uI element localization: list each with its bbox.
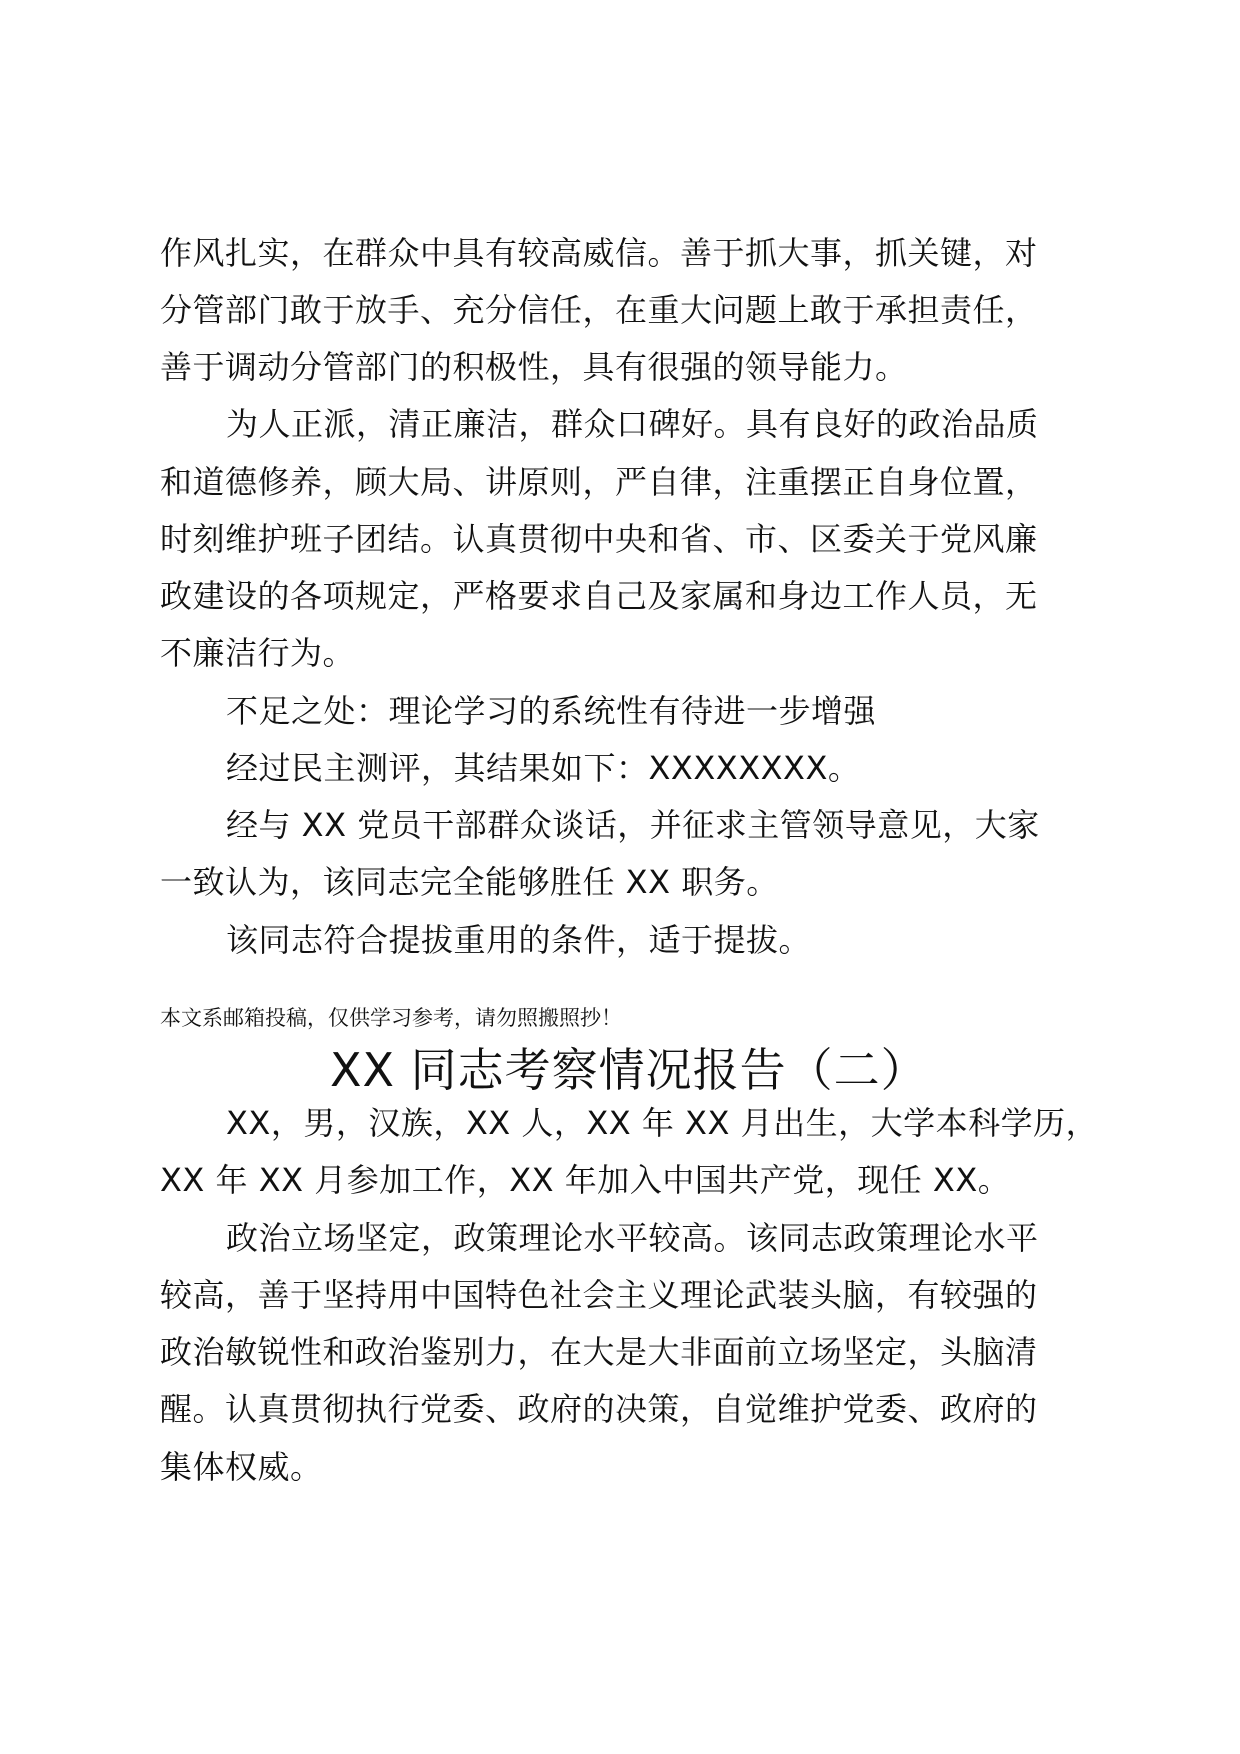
paragraph-line: XX 年 XX 月参加工作，XX 年加入中国共产党，现任 XX。 [160, 1161, 1011, 1199]
submission-notice: 本文系邮箱投稿，仅供学习参考，请勿照搬照抄！ [160, 1006, 622, 1030]
paragraph-line: 醒。认真贯彻执行党委、政府的决策，自觉维护党委、政府的 [160, 1390, 1038, 1428]
paragraph-line: 较高，善于坚持用中国特色社会主义理论武装头脑，有较强的 [160, 1276, 1038, 1314]
paragraph-line: 政建设的各项规定，严格要求自己及家属和身边工作人员，无 [160, 577, 1038, 615]
paragraph-line: 经过民主测评，其结果如下：XXXXXXXX。 [226, 749, 861, 787]
paragraph-line: 政治立场坚定，政策理论水平较高。该同志政策理论水平 [226, 1219, 1039, 1257]
report-title: XX 同志考察情况报告（二） [330, 1043, 928, 1097]
paragraph-line: 不廉洁行为。 [160, 634, 356, 672]
paragraph-line: 一致认为，该同志完全能够胜任 XX 职务。 [160, 863, 779, 901]
paragraph-line: 和道德修养，顾大局、讲原则，严自律，注重摆正自身位置， [160, 463, 1038, 501]
paragraph-line: 集体权威。 [160, 1448, 323, 1486]
paragraph-line: 善于调动分管部门的积极性，具有很强的领导能力。 [160, 348, 908, 386]
paragraph-line: XX，男，汉族，XX 人，XX 年 XX 月出生，大学本科学历， [226, 1104, 1099, 1142]
paragraph-line: 为人正派，清正廉洁，群众口碑好。具有良好的政治品质 [226, 405, 1039, 443]
paragraph-line: 时刻维护班子团结。认真贯彻中央和省、市、区委关于党风廉 [160, 520, 1038, 558]
paragraph-line: 经与 XX 党员干部群众谈话，并征求主管领导意见，大家 [226, 806, 1040, 844]
paragraph-line: 分管部门敢于放手、充分信任，在重大问题上敢于承担责任， [160, 291, 1038, 329]
paragraph-line: 政治敏锐性和政治鉴别力，在大是大非面前立场坚定，头脑清 [160, 1333, 1038, 1371]
paragraph-line: 该同志符合提拔重用的条件，适于提拔。 [226, 921, 812, 959]
paragraph-line: 不足之处：理论学习的系统性有待进一步增强 [226, 692, 877, 730]
paragraph-line: 作风扎实，在群众中具有较高威信。善于抓大事，抓关键，对 [160, 234, 1038, 272]
